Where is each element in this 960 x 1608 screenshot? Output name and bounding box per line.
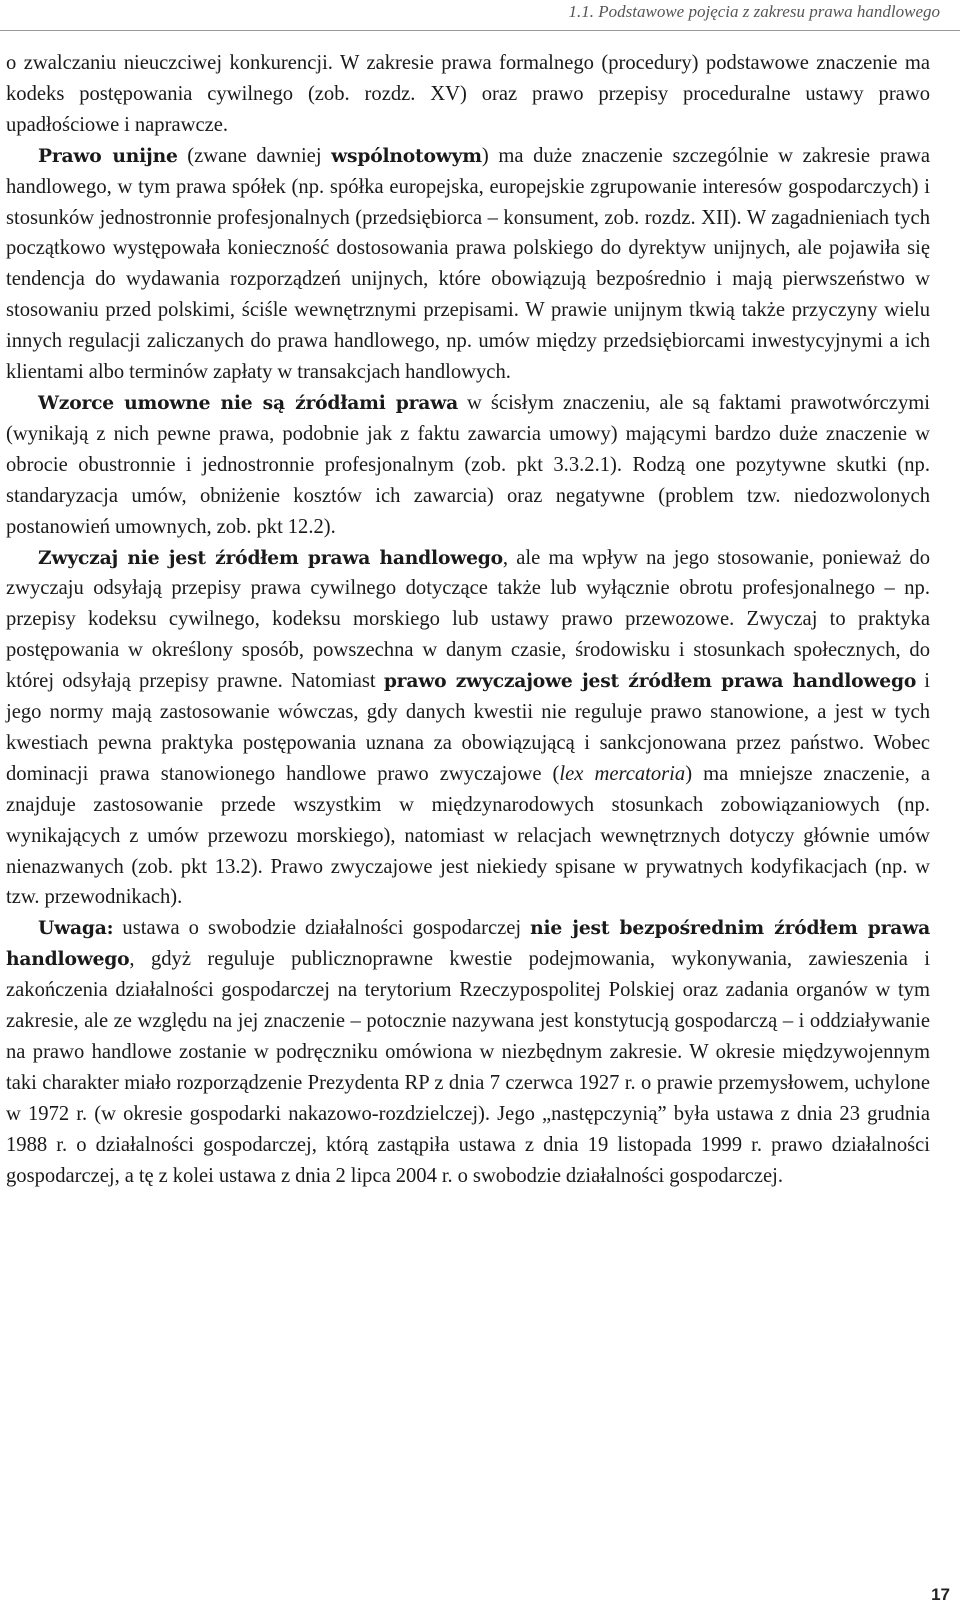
italic-term: lex mercatoria bbox=[559, 762, 686, 785]
text-run: , gdyż reguluje publicznoprawne kwestie podejmowania, wykonywania, zawieszenia i zakończenia działalności gospodarczej na terytorium Rzeczypospolitej Polskiej oraz zadania organów w tym zakresie, ale ze względu na jej znaczenie – potocznie nazywana jest konstytucją gospodarczą – i oddziaływanie na prawo handlowe zostanie w podręczniku omówiona w niezbędnym zakresie. W okresie międzywojennym taki charakter miało rozporządzenie Prezydenta RP z dnia 7 czerwca 1927 r. o prawie przemysłowem, uchylone w 1972 r. (w okresie gospodarki nakazowo-rozdzielczej). Jego „następczynią” była ustawa z dnia 23 grudnia 1988 r. o działalności gospodarczej, którą zastąpiła ustawa z dnia 19 listopada 1999 r. prawo działalności gospodarczej, a tę z kolei ustawa z dnia 2 lipca 2004 r. o swobodzie działalności gospodarczej. bbox=[6, 948, 930, 1187]
paragraph bbox=[6, 48, 930, 141]
text-run: i jego normy mają zastosowanie wówczas, gdy danych kwestii nie reguluje prawo stanowione, a jest w tych kwestiach pewna praktyka postępowania uznana za obowiązującą i sankcjonowana przez państwo. Wobec dominacji prawa stanowionego handlowe prawo zwyczajowe ( bbox=[6, 670, 931, 785]
bold-term: wspólnotowym bbox=[331, 144, 482, 167]
bold-term: Zwyczaj nie jest źródłem prawa handlowego bbox=[38, 546, 503, 569]
bold-term: prawo zwyczajowe jest źródłem prawa handlowego bbox=[383, 670, 917, 693]
running-header-title: 1.1. Podstawowe pojęcia z zakresu prawa handlowego bbox=[568, 2, 940, 21]
text-run: (zwane dawniej bbox=[177, 144, 332, 167]
body-text bbox=[6, 48, 930, 1192]
text-run: ustawa o swobodzie działalności gospodarczej bbox=[113, 917, 531, 940]
paragraph bbox=[6, 543, 930, 914]
text-run: w ścisłym znaczeniu, ale są faktami prawotwórczymi (wynikają z nich pewne prawa, podobnie jak z faktu zawarcia umowy) mającymi bardzo duże znaczenie w obrocie obustronnie i jednostronnie profesjonalnym (zob. pkt 3.3.2.1). Rodzą one pozytywne skutki (np. standaryzacja umów, obniżenie kosztów ich zawarcia) oraz negatywne (problem tzw. niedozwolonych postanowień umownych, zob. pkt 12.2). bbox=[6, 391, 930, 538]
text-run: ) ma duże znaczenie szczególnie w zakresie prawa handlowego, w tym prawa spółek (np. spółka europejska, europejskie zgrupowanie interesów gospodarczych) i stosunków jednostronnie profesjonalnych (przedsiębiorca – konsument, zob. rozdz. XII). W zagadnieniach tych początkowo występowała konieczność dostosowania prawa polskiego do dyrektyw unijnych, ale pojawiła się tendencja do wydawania rozporządzeń unijnych, które obowiązują bezpośrednio i mają pierwszeństwo w stosowaniu przed polskimi, ściśle wewnętrznymi przepisami. W prawie unijnym tkwią także przyczyny wielu innych regulacji zaliczanych do prawa handlowego, np. umów między przedsiębiorcami inwestycyjnymi a ich klientami albo terminów zapłaty w transakcjach handlowych. bbox=[6, 144, 930, 384]
bold-term: nie jest bezpośrednim źródłem prawa handlowego bbox=[6, 917, 930, 971]
bold-term: Wzorce umowne nie są źródłami prawa bbox=[38, 391, 459, 414]
text-run: o zwalczaniu nieuczciwej konkurencji. W zakresie prawa formalnego (procedury) podstawowe znaczenie ma kodeks postępowania cywilnego (zob. rozdz. XV) oraz prawo przepisy proceduralne ustawy prawo upadłościowe i naprawcze. bbox=[6, 52, 930, 136]
bold-term: Uwaga: bbox=[38, 917, 114, 940]
text-run: , ale ma wpływ na jego stosowanie, ponieważ do zwyczaju odsyłają przepisy prawa cywilnego dotyczące także lub wyłącznie obrotu profesjonalnego – np. przepisy kodeksu cywilnego, kodeksu morskiego lub ustawy prawo przewozowe. Zwyczaj to praktyka postępowania w określony sposób, powszechna w danym czasie, środowisku i stosunkach społecznych, do której odsyłają przepisy prawne. Natomiast bbox=[6, 546, 930, 693]
paragraph bbox=[6, 913, 930, 1191]
page-number: 17 bbox=[931, 1585, 950, 1604]
paragraph bbox=[6, 388, 930, 543]
text-run: ) ma mniejsze znaczenie, a znajduje zastosowanie przede wszystkim w międzynarodowych stosunkach zobowiązaniowych (np. wynikających z umów przewozu morskiego), natomiast w relacjach wewnętrznych dotyczy głównie umów nienazwanych (zob. pkt 13.2). Prawo zwyczajowe jest niekiedy spisane w prywatnych kodyfikacjach (np. w tzw. przewodnikach). bbox=[6, 762, 930, 909]
running-header bbox=[0, 0, 960, 31]
paragraph bbox=[6, 141, 930, 388]
bold-term: Prawo unijne bbox=[38, 144, 178, 167]
